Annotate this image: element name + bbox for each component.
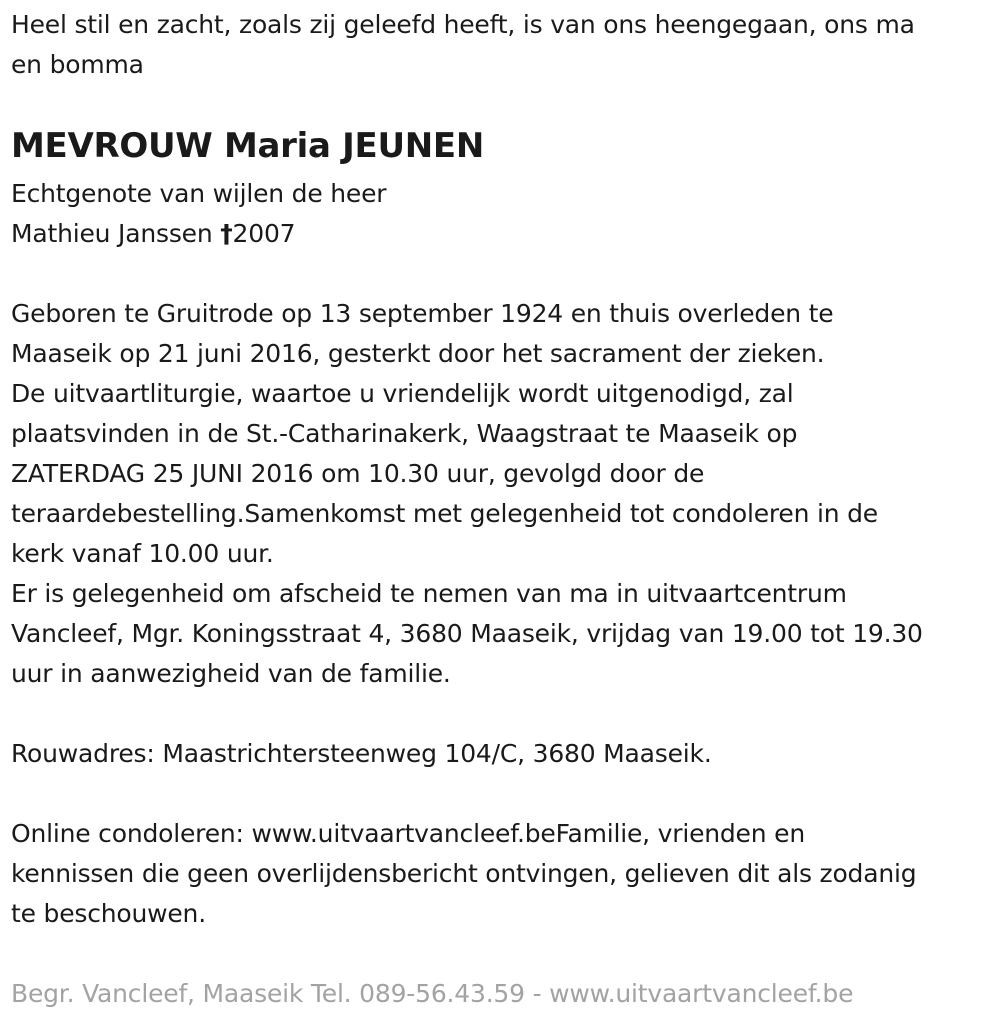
relation-text xyxy=(11,174,386,254)
death-year: 2007 xyxy=(232,219,296,248)
announcement-line: uur in aanwezigheid van de familie. xyxy=(11,659,451,688)
announcement-line: De uitvaartliturgie, waartoe u vriendelijk wordt uitgenodigd, zal xyxy=(11,379,794,408)
intro-line: Heel stil en zacht, zoals zij geleefd heeft, is van ons heengegaan, ons ma xyxy=(11,10,915,39)
announcement-text xyxy=(11,294,923,694)
online-line: te beschouwen. xyxy=(11,899,206,928)
mourning-address: Rouwadres: Maastrichtersteenweg 104/C, 3680 Maaseik. xyxy=(11,739,712,768)
deceased-name: MEVROUW Maria JEUNEN xyxy=(11,126,485,166)
intro-text xyxy=(11,5,915,85)
announcement-line: Er is gelegenheid om afscheid te nemen van ma in uitvaartcentrum xyxy=(11,579,847,608)
announcement-line: plaatsvinden in de St.-Catharinakerk, Waagstraat te Maaseik op xyxy=(11,419,798,448)
spouse-line xyxy=(11,214,386,254)
cross-icon: † xyxy=(220,219,233,248)
announcement-line: ZATERDAG 25 JUNI 2016 om 10.30 uur, gevolgd door de xyxy=(11,459,705,488)
spouse-name: Mathieu Janssen xyxy=(11,219,221,248)
announcement-line: Geboren te Gruitrode op 13 september 1924 en thuis overleden te xyxy=(11,299,834,328)
online-line: kennissen die geen overlijdensbericht ontvingen, gelieven dit als zodanig xyxy=(11,859,917,888)
intro-line: en bomma xyxy=(11,50,144,79)
online-line: Online condoleren: www.uitvaartvancleef.beFamilie, vrienden en xyxy=(11,819,805,848)
announcement-line: Maaseik op 21 juni 2016, gesterkt door het sacrament der zieken. xyxy=(11,339,825,368)
announcement-line: teraardebestelling.Samenkomst met gelegenheid tot condoleren in de xyxy=(11,499,878,528)
announcement-line: Vancleef, Mgr. Koningsstraat 4, 3680 Maaseik, vrijdag van 19.00 tot 19.30 xyxy=(11,619,923,648)
announcement-line: kerk vanaf 10.00 uur. xyxy=(11,539,274,568)
online-condolence-text xyxy=(11,814,916,934)
funeral-home-footer: Begr. Vancleef, Maaseik Tel. 089-56.43.59 - www.uitvaartvancleef.be xyxy=(11,979,854,1008)
relation-line: Echtgenote van wijlen de heer xyxy=(11,179,387,208)
